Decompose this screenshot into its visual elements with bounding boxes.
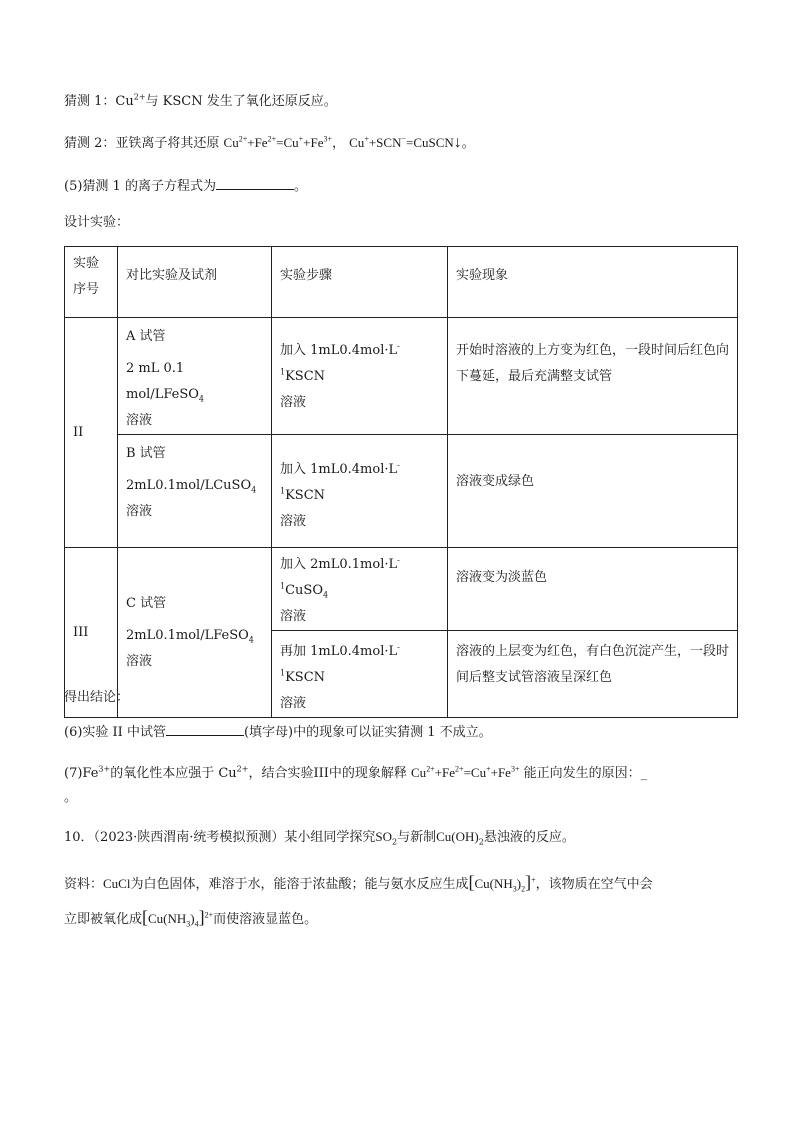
eq-term: Fe bbox=[497, 765, 511, 780]
tube-label: C 试管 bbox=[126, 595, 167, 611]
formula-so2: SO bbox=[375, 829, 393, 844]
question-5-text: (5)猜测 1 的离子方程式为 bbox=[64, 179, 216, 194]
question-5 bbox=[64, 177, 307, 197]
step-suffix: 溶液 bbox=[280, 609, 307, 624]
step-cell-b bbox=[272, 435, 448, 548]
guess-1 bbox=[64, 92, 337, 112]
eq-charge: 3+ bbox=[510, 764, 520, 774]
eq-op: = bbox=[463, 765, 471, 780]
step-part: CuSO bbox=[285, 583, 323, 598]
guess-2-label: 猜测 2：亚铁离子将其还原 bbox=[64, 136, 220, 151]
subscript: 4 bbox=[194, 919, 199, 929]
info-line-1 bbox=[64, 872, 653, 895]
superscript: -1 bbox=[280, 460, 400, 496]
header-cell-step: 实验步骤 bbox=[272, 247, 448, 318]
step-part: 加入 1mL0.4mol·L bbox=[280, 462, 398, 477]
reagent-cell-a bbox=[118, 318, 272, 435]
answer-blank-6[interactable] bbox=[166, 723, 244, 736]
eq-term: Cu bbox=[470, 765, 487, 780]
table-row bbox=[65, 318, 738, 435]
eq-charge: + bbox=[486, 764, 491, 774]
question-6 bbox=[64, 723, 492, 743]
info-line-2-pre: 立即被氧化成 bbox=[64, 912, 143, 927]
question-10 bbox=[64, 827, 575, 848]
step-suffix: 溶液 bbox=[280, 696, 307, 711]
complex-1 bbox=[468, 872, 536, 894]
question-7-end: 。 bbox=[64, 790, 78, 805]
step-part: KSCN bbox=[285, 369, 326, 384]
complex-part: Cu(NH bbox=[474, 876, 513, 891]
question-7-mid2: ，结合实验III中的现象解释 bbox=[248, 766, 407, 781]
step-text bbox=[280, 552, 439, 604]
eq-op: + bbox=[490, 765, 498, 780]
eq-op: + bbox=[434, 765, 443, 780]
design-heading: 设计实验： bbox=[64, 215, 130, 230]
subscript: 2 bbox=[478, 837, 484, 847]
reagent-cell-c bbox=[118, 548, 272, 718]
experiment-table bbox=[64, 246, 738, 718]
eq-charge: 3+ bbox=[323, 134, 332, 144]
reagent-text bbox=[126, 623, 263, 675]
formula-cuoh2: Cu(OH) bbox=[436, 829, 479, 844]
step-part: 再加 1mL0.4mol·L bbox=[280, 644, 398, 659]
question-10-post: 悬浊液的反应。 bbox=[483, 830, 575, 845]
group-id-cell: II bbox=[65, 318, 118, 548]
table-row bbox=[65, 548, 738, 631]
eq-charge: 2+ bbox=[455, 764, 464, 774]
separator: ， bbox=[331, 136, 345, 151]
reagent-cell-b bbox=[118, 435, 272, 548]
formula-cucl: CuCl bbox=[103, 876, 131, 891]
subscript: 4 bbox=[251, 485, 257, 495]
eq-charge: + bbox=[364, 134, 369, 144]
answer-blank-7[interactable]: _ bbox=[640, 766, 648, 781]
question-7-equation bbox=[411, 765, 519, 780]
reagent-suffix: 溶液 bbox=[126, 413, 153, 428]
info-line-2-post: 而使溶液显蓝色。 bbox=[213, 912, 318, 927]
eq-term: SCN bbox=[376, 135, 402, 150]
answer-blank-5[interactable] bbox=[216, 177, 294, 190]
subscript: 4 bbox=[322, 590, 329, 600]
eq-op: = bbox=[276, 135, 284, 150]
reagent-formula: 2mL0.1mol/LFeSO bbox=[126, 627, 249, 643]
superscript: 2+ bbox=[204, 910, 214, 920]
period: 。 bbox=[461, 136, 475, 151]
reagent-suffix: 溶液 bbox=[126, 504, 153, 519]
table-row bbox=[65, 435, 738, 548]
eq-product: =CuSCN bbox=[405, 135, 454, 150]
eq-charge: 2+ bbox=[267, 134, 277, 144]
result-cell-c2: 溶液的上层变为红色，有白色沉淀产生，一段时间后整支试管溶液呈深红色 bbox=[448, 631, 738, 718]
eq-charge: − bbox=[401, 134, 406, 144]
guess-1-cu-charge: 2+ bbox=[133, 92, 146, 102]
tube-label: B 试管 bbox=[126, 446, 166, 461]
step-text bbox=[280, 639, 439, 691]
guess-1-text: 与 KSCN 发生了氧化还原反应。 bbox=[145, 94, 337, 109]
step-part: 加入 2mL0.1mol·L bbox=[280, 557, 398, 572]
eq-charge: + bbox=[298, 134, 304, 144]
step-suffix: 溶液 bbox=[280, 395, 307, 410]
reagent-text bbox=[126, 473, 263, 525]
info-mid: 为白色固体，难溶于水，能溶于浓盐酸；能与氨水反应生成 bbox=[130, 877, 469, 892]
bracket: ] bbox=[198, 907, 205, 927]
precipitate-arrow-icon: ↓ bbox=[453, 134, 462, 151]
question-7-mid: 的氧化性本应强于 Cu bbox=[110, 766, 237, 781]
step-cell-c2 bbox=[272, 631, 448, 718]
step-suffix: 溶液 bbox=[280, 514, 307, 529]
guess-2 bbox=[64, 133, 475, 154]
bracket: [ bbox=[468, 872, 475, 892]
header-cell-reagent: 对比实验及试剂 bbox=[118, 247, 272, 318]
step-part: KSCN bbox=[285, 488, 326, 503]
reagent-text bbox=[126, 356, 263, 408]
eq-term: Cu bbox=[223, 135, 239, 150]
complex-part: ) bbox=[516, 876, 522, 891]
subscript: 2 bbox=[392, 837, 398, 847]
question-6-pre: (6)实验 II 中试管 bbox=[64, 725, 166, 740]
header-cell-id bbox=[65, 247, 118, 318]
step-part: 加入 1mL0.4mol·L bbox=[280, 343, 398, 358]
superscript: -1 bbox=[280, 642, 400, 678]
step-cell-a bbox=[272, 318, 448, 435]
eq-op: + bbox=[303, 135, 311, 150]
eq-term: Cu bbox=[349, 135, 365, 150]
guess-2-equation-1 bbox=[224, 135, 332, 150]
reagent-formula: 2 mL 0.1 mol/LFeSO bbox=[126, 361, 199, 402]
eq-term: Fe bbox=[310, 135, 324, 150]
guess-1-label: 猜测 1： bbox=[64, 94, 116, 109]
complex-2 bbox=[142, 907, 214, 929]
eq-term: Fe bbox=[442, 765, 456, 780]
eq-charge: 2+ bbox=[426, 764, 435, 774]
eq-term: Cu bbox=[411, 765, 427, 780]
question-6-post: (填字母)中的现象可以证实猜测 1 不成立。 bbox=[243, 725, 492, 740]
result-cell-b: 溶液变成绿色 bbox=[448, 435, 738, 548]
subscript: 3 bbox=[512, 884, 517, 894]
eq-op: + bbox=[368, 135, 377, 150]
guess-1-cu: Cu bbox=[115, 94, 134, 109]
eq-op: + bbox=[247, 135, 255, 150]
superscript: -1 bbox=[280, 341, 400, 377]
subscript: 4 bbox=[198, 394, 204, 404]
complex-part: ) bbox=[190, 911, 195, 926]
charge: 2+ bbox=[236, 764, 249, 774]
info-label: 资料： bbox=[64, 877, 104, 892]
question-7-post: 能正向发生的原因： bbox=[523, 766, 641, 781]
question-10-mid: 与新制 bbox=[397, 830, 437, 845]
charge: 3+ bbox=[98, 764, 111, 774]
period: 。 bbox=[293, 179, 307, 194]
eq-term: Fe bbox=[254, 135, 268, 150]
bracket: [ bbox=[142, 907, 149, 927]
reagent-formula: 2mL0.1mol/LCuSO bbox=[126, 478, 252, 493]
question-10-pre: 10．（2023·陕西渭南·统考模拟预测）某小组同学探究 bbox=[64, 830, 376, 845]
reagent-suffix: 溶液 bbox=[126, 653, 153, 669]
header-cell-result: 实验现象 bbox=[448, 247, 738, 318]
subscript: 4 bbox=[248, 635, 254, 645]
eq-charge: 2+ bbox=[238, 134, 248, 144]
header-label: 实验序号 bbox=[73, 256, 100, 297]
question-7-pre: (7)Fe bbox=[64, 766, 99, 781]
result-cell-a: 开始时溶液的上方变为红色，一段时间后红色向下蔓延，最后充满整支试管 bbox=[448, 318, 738, 435]
step-text bbox=[280, 338, 439, 390]
group-id-cell: III bbox=[65, 548, 118, 718]
info-post: ，该物质在空气中会 bbox=[535, 877, 653, 892]
result-cell-c1: 溶液变为淡蓝色 bbox=[448, 548, 738, 631]
question-7 bbox=[64, 763, 647, 784]
eq-term: Cu bbox=[283, 135, 299, 150]
superscript: -1 bbox=[280, 555, 400, 591]
info-line-2 bbox=[64, 907, 317, 930]
subscript: 3 bbox=[186, 919, 191, 929]
superscript: + bbox=[531, 875, 536, 885]
step-cell-c1 bbox=[272, 548, 448, 631]
bracket: ] bbox=[525, 872, 532, 892]
step-part: KSCN bbox=[285, 670, 326, 685]
complex-part: Cu(NH bbox=[148, 911, 187, 926]
guess-2-equation-2 bbox=[349, 135, 462, 150]
subscript: 2 bbox=[521, 884, 526, 894]
table-header-row bbox=[65, 247, 738, 318]
step-text bbox=[280, 457, 439, 509]
tube-label: A 试管 bbox=[126, 329, 166, 344]
conclusion-heading: 得出结论： bbox=[64, 690, 130, 705]
